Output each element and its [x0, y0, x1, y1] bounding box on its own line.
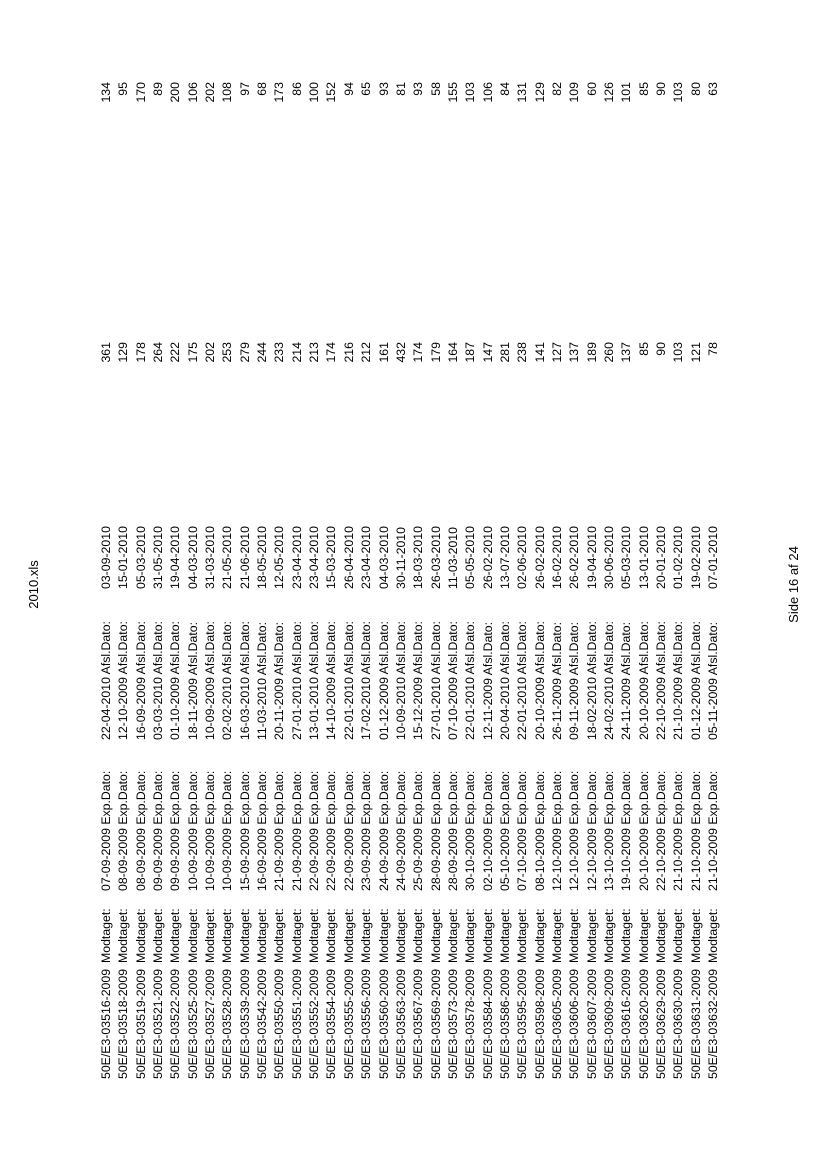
exp-date-cell: 20-10-2009 Exp.Dato:	[636, 770, 651, 891]
days-part-cell: 97	[237, 82, 252, 96]
afsl-date-cell: 01-10-2009 Afsl.Dato:	[168, 621, 183, 740]
table-row	[185, 79, 202, 1079]
record-id: 50E/E3-03550-2009	[272, 968, 287, 1079]
days-total-cell: 141	[532, 342, 547, 363]
afsl-date-cell: 16-09-2009 Afsl.Dato:	[133, 621, 148, 740]
days-total-cell: 279	[237, 342, 252, 363]
record-id: 50E/E3-03539-2009	[237, 968, 252, 1079]
record-id: 50E/E3-03631-2009	[688, 968, 703, 1079]
days-part-cell: 108	[220, 82, 235, 103]
record-id: 50E/E3-03606-2009	[567, 968, 582, 1079]
afsl-date-cell: 17-02-2010 Afsl.Dato:	[359, 621, 374, 740]
afsl-date-cell: 01-12-2009 Afsl.Dato:	[376, 621, 391, 740]
table-row	[566, 79, 583, 1079]
days-part-cell: 129	[532, 82, 547, 103]
record-id: 50E/E3-03607-2009	[584, 968, 599, 1079]
afsl-date-cell: 21-10-2009 Afsl.Dato:	[671, 621, 686, 740]
modtaget-label: Modtaget:	[203, 908, 218, 963]
modtaget-label: Modtaget:	[688, 908, 703, 963]
modtaget-label: Modtaget:	[133, 908, 148, 963]
table-row	[202, 79, 219, 1079]
days-total-cell: 264	[151, 342, 166, 363]
table-row	[323, 79, 340, 1079]
days-total-cell: 260	[601, 342, 616, 363]
days-part-cell: 58	[428, 82, 443, 96]
days-part-cell: 94	[341, 82, 356, 96]
end-date-cell: 26-02-2010	[480, 526, 495, 589]
exp-date-cell: 15-09-2009 Exp.Dato:	[237, 770, 252, 891]
days-part-cell: 101	[619, 82, 634, 103]
end-date-cell: 15-03-2010	[324, 526, 339, 589]
end-date-cell: 16-02-2010	[549, 526, 564, 589]
exp-date-cell: 10-09-2009 Exp.Dato:	[203, 770, 218, 891]
modtaget-label: Modtaget:	[619, 908, 634, 963]
exp-date-cell: 28-09-2009 Exp.Dato:	[428, 770, 443, 891]
days-total-cell: 214	[289, 342, 304, 363]
afsl-date-cell: 22-01-2010 Afsl.Dato:	[341, 621, 356, 740]
record-id: 50E/E3-03519-2009	[133, 968, 148, 1079]
afsl-date-cell: 26-11-2009 Afsl.Dato:	[549, 621, 564, 740]
days-total-cell: 127	[549, 342, 564, 363]
days-part-cell: 100	[307, 82, 322, 103]
end-date-cell: 26-02-2010	[532, 526, 547, 589]
table-row	[237, 79, 254, 1079]
record-id: 50E/E3-03578-2009	[463, 968, 478, 1079]
exp-date-cell: 10-09-2009 Exp.Dato:	[220, 770, 235, 891]
afsl-date-cell: 27-01-2010 Afsl.Dato:	[289, 621, 304, 740]
table-row	[462, 79, 479, 1079]
exp-date-cell: 05-10-2009 Exp.Dato:	[497, 770, 512, 891]
exp-date-cell: 08-09-2009 Exp.Dato:	[133, 770, 148, 891]
afsl-date-cell: 22-01-2010 Afsl.Dato:	[463, 621, 478, 740]
days-total-cell: 189	[584, 342, 599, 363]
end-date-cell: 18-03-2010	[411, 526, 426, 589]
table-row	[514, 79, 531, 1079]
end-date-cell: 13-01-2010	[636, 526, 651, 589]
afsl-date-cell: 24-02-2010 Afsl.Dato:	[601, 621, 616, 740]
days-total-cell: 85	[636, 342, 651, 356]
table-row	[254, 79, 271, 1079]
end-date-cell: 03-09-2010	[99, 526, 113, 589]
afsl-date-cell: 09-11-2009 Afsl.Dato:	[567, 621, 582, 740]
afsl-date-cell: 02-02-2010 Afsl.Dato:	[220, 621, 235, 740]
modtaget-label: Modtaget:	[237, 908, 252, 963]
table-row	[497, 79, 514, 1079]
exp-date-cell: 30-10-2009 Exp.Dato:	[463, 770, 478, 891]
record-id: 50E/E3-03525-2009	[185, 968, 200, 1079]
days-total-cell: 216	[341, 342, 356, 363]
modtaget-label: Modtaget:	[272, 908, 287, 963]
afsl-date-cell: 22-01-2010 Afsl.Dato:	[515, 621, 530, 740]
record-id: 50E/E3-03518-2009	[116, 968, 131, 1079]
record-id: 50E/E3-03595-2009	[515, 968, 530, 1079]
exp-date-cell: 25-09-2009 Exp.Dato:	[411, 770, 426, 891]
afsl-date-cell: 07-10-2009 Afsl.Dato:	[445, 621, 460, 740]
record-id: 50E/E3-03629-2009	[654, 968, 668, 1079]
days-part-cell: 103	[463, 82, 478, 103]
days-total-cell: 432	[393, 342, 408, 363]
afsl-date-cell: 20-04-2010 Afsl.Dato:	[497, 621, 512, 740]
exp-date-cell: 13-10-2009 Exp.Dato:	[601, 770, 616, 891]
modtaget-label: Modtaget:	[220, 908, 235, 963]
days-total-cell: 253	[220, 342, 235, 363]
afsl-date-cell: 14-10-2009 Afsl.Dato:	[324, 621, 339, 740]
end-date-cell: 04-03-2010	[376, 526, 391, 589]
end-date-cell: 30-11-2010	[393, 527, 408, 589]
days-total-cell: 129	[116, 342, 131, 363]
end-date-cell: 23-04-2010	[289, 526, 304, 589]
table-row	[133, 79, 150, 1079]
modtaget-label: Modtaget:	[532, 908, 547, 963]
end-date-cell: 21-06-2010	[237, 526, 252, 589]
days-part-cell: 63	[706, 82, 721, 96]
end-date-cell: 20-01-2010	[654, 526, 668, 589]
modtaget-label: Modtaget:	[99, 908, 113, 963]
table-row	[289, 79, 306, 1079]
exp-date-cell: 08-09-2009 Exp.Dato:	[116, 770, 131, 891]
days-part-cell: 60	[584, 82, 599, 96]
table-row	[167, 79, 184, 1079]
record-id: 50E/E3-03620-2009	[636, 968, 651, 1079]
exp-date-cell: 24-09-2009 Exp.Dato:	[393, 770, 408, 891]
table-row	[445, 79, 462, 1079]
days-part-cell: 152	[324, 82, 339, 103]
modtaget-label: Modtaget:	[324, 908, 339, 963]
table-row	[410, 79, 427, 1079]
table-row	[341, 79, 358, 1079]
exp-date-cell: 12-10-2009 Exp.Dato:	[549, 770, 564, 891]
record-id: 50E/E3-03632-2009	[706, 968, 721, 1079]
table-row	[271, 79, 288, 1079]
record-id: 50E/E3-03516-2009	[99, 968, 113, 1079]
days-total-cell: 147	[480, 342, 495, 363]
end-date-cell: 01-02-2010	[671, 526, 686, 589]
days-part-cell: 86	[289, 82, 304, 96]
afsl-date-cell: 03-03-2010 Afsl.Dato:	[151, 621, 166, 740]
days-part-cell: 126	[601, 82, 616, 103]
page-header-filename: 2010.xls	[26, 560, 41, 609]
days-total-cell: 103	[671, 342, 686, 363]
days-total-cell: 233	[272, 342, 287, 363]
modtaget-label: Modtaget:	[307, 908, 322, 963]
end-date-cell: 23-04-2010	[359, 526, 374, 589]
table-row	[636, 79, 653, 1079]
afsl-date-cell: 18-11-2009 Afsl.Dato:	[185, 621, 200, 740]
modtaget-label: Modtaget:	[393, 908, 408, 963]
modtaget-label: Modtaget:	[654, 908, 668, 963]
table-row	[601, 79, 618, 1079]
modtaget-label: Modtaget:	[359, 908, 374, 963]
table-row	[115, 79, 132, 1079]
afsl-date-cell: 20-10-2009 Afsl.Dato:	[532, 621, 547, 740]
modtaget-label: Modtaget:	[515, 908, 530, 963]
days-total-cell: 174	[411, 342, 426, 363]
afsl-date-cell: 16-03-2010 Afsl.Dato:	[237, 621, 252, 740]
table-row	[705, 79, 722, 1079]
record-id: 50E/E3-03573-2009	[445, 968, 460, 1079]
days-part-cell: 89	[151, 82, 166, 96]
modtaget-label: Modtaget:	[601, 908, 616, 963]
afsl-date-cell: 12-10-2009 Afsl.Dato:	[116, 621, 131, 740]
record-id: 50E/E3-03554-2009	[324, 968, 339, 1079]
exp-date-cell: 19-10-2009 Exp.Dato:	[619, 770, 634, 891]
end-date-cell: 19-04-2010	[584, 526, 599, 589]
record-id: 50E/E3-03542-2009	[255, 968, 270, 1079]
record-id: 50E/E3-03552-2009	[307, 968, 322, 1079]
exp-date-cell: 10-09-2009 Exp.Dato:	[185, 770, 200, 891]
modtaget-label: Modtaget:	[341, 908, 356, 963]
afsl-date-cell: 10-09-2010 Afsl.Dato:	[393, 621, 408, 740]
days-total-cell: 90	[654, 342, 668, 356]
end-date-cell: 26-04-2010	[341, 526, 356, 589]
days-part-cell: 155	[445, 82, 460, 103]
table-row	[98, 79, 115, 1079]
page-footer-number: Side 16 af 24	[786, 546, 801, 623]
end-date-cell: 19-02-2010	[688, 526, 703, 589]
afsl-date-cell: 01-12-2009 Afsl.Dato:	[688, 621, 703, 740]
days-part-cell: 109	[567, 82, 582, 103]
days-total-cell: 281	[497, 342, 512, 363]
table-row	[653, 79, 670, 1079]
days-part-cell: 80	[688, 82, 703, 96]
record-id: 50E/E3-03630-2009	[671, 968, 686, 1079]
afsl-date-cell: 22-04-2010 Afsl.Dato:	[99, 621, 113, 740]
days-part-cell: 90	[654, 82, 668, 96]
days-total-cell: 161	[376, 342, 391, 363]
afsl-date-cell: 18-02-2010 Afsl.Dato:	[584, 621, 599, 740]
end-date-cell: 11-03-2010	[445, 527, 460, 589]
days-total-cell: 244	[255, 342, 270, 363]
days-total-cell: 78	[706, 342, 721, 356]
days-part-cell: 93	[411, 82, 426, 96]
end-date-cell: 04-03-2010	[185, 526, 200, 589]
table-row	[584, 79, 601, 1079]
modtaget-label: Modtaget:	[289, 908, 304, 963]
afsl-date-cell: 13-01-2010 Afsl.Dato:	[307, 621, 322, 740]
days-part-cell: 81	[393, 82, 408, 96]
table-row	[358, 79, 375, 1079]
end-date-cell: 12-05-2010	[272, 526, 287, 589]
days-part-cell: 103	[671, 82, 686, 103]
days-total-cell: 238	[515, 342, 530, 363]
exp-date-cell: 22-10-2009 Exp.Dato:	[654, 770, 668, 891]
days-part-cell: 68	[255, 82, 270, 96]
table-row	[480, 79, 497, 1079]
modtaget-label: Modtaget:	[255, 908, 270, 963]
days-part-cell: 82	[549, 82, 564, 96]
record-id: 50E/E3-03598-2009	[532, 968, 547, 1079]
days-total-cell: 202	[203, 342, 218, 363]
table-row	[549, 79, 566, 1079]
end-date-cell: 05-05-2010	[463, 526, 478, 589]
days-part-cell: 134	[99, 82, 113, 103]
exp-date-cell: 23-09-2009 Exp.Dato:	[359, 770, 374, 891]
afsl-date-cell: 11-03-2010 Afsl.Dato:	[255, 621, 270, 740]
end-date-cell: 31-03-2010	[203, 526, 218, 589]
afsl-date-cell: 24-11-2009 Afsl.Dato:	[619, 621, 634, 740]
days-part-cell: 202	[203, 82, 218, 103]
end-date-cell: 26-03-2010	[428, 526, 443, 589]
record-id: 50E/E3-03586-2009	[497, 968, 512, 1079]
record-id: 50E/E3-03560-2009	[376, 968, 391, 1079]
days-total-cell: 121	[688, 342, 703, 363]
days-part-cell: 84	[497, 82, 512, 96]
record-id: 50E/E3-03563-2009	[393, 968, 408, 1079]
afsl-date-cell: 20-11-2009 Afsl.Dato:	[272, 621, 287, 740]
afsl-date-cell: 05-11-2009 Afsl.Dato:	[706, 621, 721, 740]
modtaget-label: Modtaget:	[549, 908, 564, 963]
table-row	[532, 79, 549, 1079]
exp-date-cell: 09-09-2009 Exp.Dato:	[151, 770, 166, 891]
modtaget-label: Modtaget:	[168, 908, 183, 963]
modtaget-label: Modtaget:	[636, 908, 651, 963]
end-date-cell: 07-01-2010	[706, 526, 721, 589]
days-part-cell: 93	[376, 82, 391, 96]
end-date-cell: 13-07-2010	[497, 526, 512, 589]
record-id: 50E/E3-03584-2009	[480, 968, 495, 1079]
record-id: 50E/E3-03567-2009	[411, 968, 426, 1079]
table-row	[670, 79, 687, 1079]
days-total-cell: 137	[567, 342, 582, 363]
exp-date-cell: 12-10-2009 Exp.Dato:	[567, 770, 582, 891]
record-id: 50E/E3-03616-2009	[619, 968, 634, 1079]
days-total-cell: 361	[99, 342, 113, 363]
days-part-cell: 173	[272, 82, 287, 103]
modtaget-label: Modtaget:	[706, 908, 721, 963]
exp-date-cell: 07-10-2009 Exp.Dato:	[515, 770, 530, 891]
days-part-cell: 131	[515, 82, 530, 103]
days-part-cell: 106	[480, 82, 495, 103]
modtaget-label: Modtaget:	[185, 908, 200, 963]
record-id: 50E/E3-03555-2009	[341, 968, 356, 1079]
record-table	[98, 79, 722, 1079]
exp-date-cell: 16-09-2009 Exp.Dato:	[255, 770, 270, 891]
afsl-date-cell: 10-09-2009 Afsl.Dato:	[203, 621, 218, 740]
exp-date-cell: 22-09-2009 Exp.Dato:	[324, 770, 339, 891]
days-total-cell: 175	[185, 342, 200, 363]
end-date-cell: 18-05-2010	[255, 526, 270, 589]
record-id: 50E/E3-03528-2009	[220, 968, 235, 1079]
record-id: 50E/E3-03527-2009	[203, 968, 218, 1079]
exp-date-cell: 08-10-2009 Exp.Dato:	[532, 770, 547, 891]
end-date-cell: 21-05-2010	[220, 526, 235, 589]
record-id: 50E/E3-03522-2009	[168, 968, 183, 1079]
days-total-cell: 187	[463, 342, 478, 363]
modtaget-label: Modtaget:	[428, 908, 443, 963]
afsl-date-cell: 12-11-2009 Afsl.Dato:	[480, 621, 495, 740]
exp-date-cell: 02-10-2009 Exp.Dato:	[480, 770, 495, 891]
record-id: 50E/E3-03605-2009	[549, 968, 564, 1079]
days-part-cell: 106	[185, 82, 200, 103]
days-total-cell: 213	[307, 342, 322, 363]
exp-date-cell: 21-10-2009 Exp.Dato:	[688, 770, 703, 891]
afsl-date-cell: 27-01-2010 Afsl.Dato:	[428, 621, 443, 740]
end-date-cell: 26-02-2010	[567, 526, 582, 589]
exp-date-cell: 09-09-2009 Exp.Dato:	[168, 770, 183, 891]
table-row	[306, 79, 323, 1079]
record-id: 50E/E3-03609-2009	[601, 968, 616, 1079]
end-date-cell: 15-01-2010	[116, 526, 131, 589]
record-id: 50E/E3-03569-2009	[428, 968, 443, 1079]
record-id: 50E/E3-03551-2009	[289, 968, 304, 1079]
end-date-cell: 19-04-2010	[168, 526, 183, 589]
table-row	[150, 79, 167, 1079]
days-total-cell: 222	[168, 342, 183, 363]
modtaget-label: Modtaget:	[671, 908, 686, 963]
days-part-cell: 65	[359, 82, 374, 96]
record-id: 50E/E3-03556-2009	[359, 968, 374, 1079]
exp-date-cell: 21-10-2009 Exp.Dato:	[706, 770, 721, 891]
exp-date-cell: 24-09-2009 Exp.Dato:	[376, 770, 391, 891]
days-part-cell: 95	[116, 82, 131, 96]
modtaget-label: Modtaget:	[376, 908, 391, 963]
exp-date-cell: 21-09-2009 Exp.Dato:	[272, 770, 287, 891]
exp-date-cell: 21-10-2009 Exp.Dato:	[671, 770, 686, 891]
modtaget-label: Modtaget:	[463, 908, 478, 963]
modtaget-label: Modtaget:	[445, 908, 460, 963]
days-total-cell: 179	[428, 342, 443, 363]
end-date-cell: 23-04-2010	[307, 526, 322, 589]
table-row	[393, 79, 410, 1079]
exp-date-cell: 22-09-2009 Exp.Dato:	[341, 770, 356, 891]
table-row	[688, 79, 705, 1079]
days-total-cell: 212	[359, 342, 374, 363]
end-date-cell: 05-03-2010	[619, 526, 634, 589]
exp-date-cell: 28-09-2009 Exp.Dato:	[445, 770, 460, 891]
days-part-cell: 170	[133, 82, 148, 103]
days-total-cell: 178	[133, 342, 148, 363]
record-id: 50E/E3-03521-2009	[151, 968, 166, 1079]
table-row	[618, 79, 635, 1079]
modtaget-label: Modtaget:	[411, 908, 426, 963]
modtaget-label: Modtaget:	[480, 908, 495, 963]
exp-date-cell: 22-09-2009 Exp.Dato:	[307, 770, 322, 891]
days-part-cell: 85	[636, 82, 651, 96]
afsl-date-cell: 15-12-2009 Afsl.Dato:	[411, 621, 426, 740]
modtaget-label: Modtaget:	[116, 908, 131, 963]
end-date-cell: 31-05-2010	[151, 526, 166, 589]
exp-date-cell: 12-10-2009 Exp.Dato:	[584, 770, 599, 891]
days-total-cell: 137	[619, 342, 634, 363]
modtaget-label: Modtaget:	[584, 908, 599, 963]
modtaget-label: Modtaget:	[151, 908, 166, 963]
end-date-cell: 05-03-2010	[133, 526, 148, 589]
modtaget-label: Modtaget:	[567, 908, 582, 963]
end-date-cell: 02-06-2010	[515, 526, 530, 589]
table-row	[376, 79, 393, 1079]
afsl-date-cell: 22-10-2009 Afsl.Dato:	[654, 621, 668, 740]
days-part-cell: 200	[168, 82, 183, 103]
table-row	[219, 79, 236, 1079]
days-total-cell: 164	[445, 342, 460, 363]
end-date-cell: 30-06-2010	[601, 526, 616, 589]
exp-date-cell: 07-09-2009 Exp.Dato:	[99, 770, 113, 891]
afsl-date-cell: 20-10-2009 Afsl.Dato:	[636, 621, 651, 740]
modtaget-label: Modtaget:	[497, 908, 512, 963]
table-row	[428, 79, 445, 1079]
exp-date-cell: 21-09-2009 Exp.Dato:	[289, 770, 304, 891]
days-total-cell: 174	[324, 342, 339, 363]
